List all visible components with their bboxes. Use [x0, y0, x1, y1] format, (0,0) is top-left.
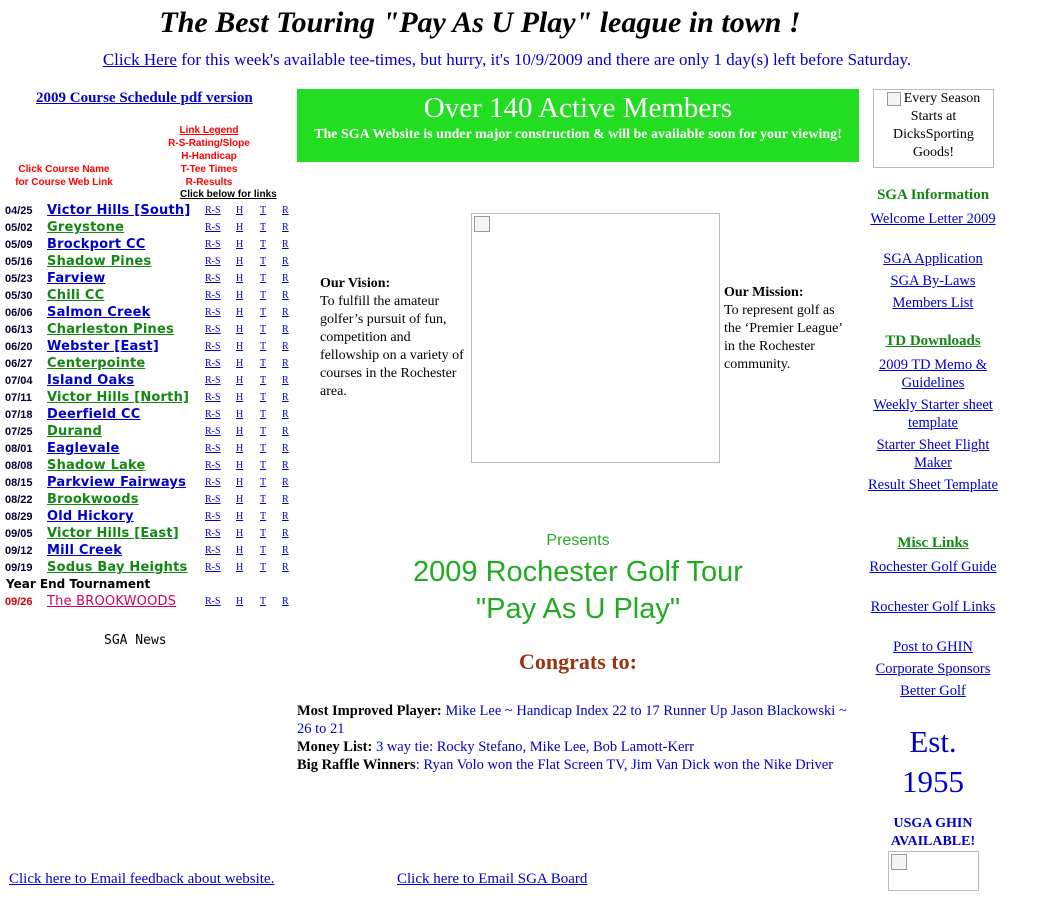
- schedule-row: [5, 560, 295, 577]
- tour-title-line1: 2009 Rochester Golf Tour: [413, 556, 743, 588]
- course-link[interactable]: Island Oaks: [47, 373, 135, 388]
- results-link[interactable]: R: [282, 477, 289, 488]
- results-link[interactable]: R: [282, 494, 289, 505]
- schedule-row: [5, 288, 295, 305]
- misc-links-heading[interactable]: Misc Links: [897, 535, 969, 551]
- schedule-date: 04/25: [5, 205, 33, 217]
- course-link[interactable]: Shadow Pines: [47, 254, 152, 269]
- handicap-link[interactable]: H: [236, 528, 244, 539]
- tee-times-link[interactable]: T: [260, 307, 267, 318]
- course-link[interactable]: Eaglevale: [47, 441, 120, 456]
- results-link[interactable]: R: [282, 426, 289, 437]
- year-end-heading: Year End Tournament: [6, 577, 151, 591]
- results-link[interactable]: R: [282, 273, 289, 284]
- schedule-date: 06/27: [5, 358, 33, 370]
- course-link[interactable]: Deerfield CC: [47, 407, 141, 422]
- schedule-date: 09/12: [5, 545, 33, 557]
- handicap-link[interactable]: H: [236, 545, 244, 556]
- banner-notice: The SGA Website is under major construction & will be available soon for your viewing!: [314, 127, 842, 142]
- sga-bylaws-link[interactable]: SGA By-Laws: [890, 273, 976, 289]
- course-link[interactable]: The BROOKWOODS: [47, 594, 177, 609]
- rating-slope-link[interactable]: R-S: [205, 511, 221, 522]
- mission-block: [724, 284, 844, 374]
- rating-slope-link[interactable]: R-S: [205, 375, 221, 386]
- broken-image-icon: [887, 92, 901, 106]
- rating-slope-link[interactable]: R-S: [205, 477, 221, 488]
- rating-slope-link[interactable]: R-S: [205, 392, 221, 403]
- tee-times-link[interactable]: T: [260, 273, 267, 284]
- legend-title: Link Legend: [179, 125, 239, 136]
- tee-times-line: [0, 50, 1014, 70]
- schedule-date: 07/25: [5, 426, 33, 438]
- tee-times-link[interactable]: T: [260, 426, 267, 437]
- better-golf-link[interactable]: Better Golf: [900, 683, 966, 699]
- tee-times-link[interactable]: T: [260, 324, 267, 335]
- email-board-link[interactable]: Click here to Email SGA Board: [397, 871, 588, 887]
- handicap-link[interactable]: H: [236, 375, 244, 386]
- page-title: The Best Touring "Pay As U Play" league in town !: [159, 6, 801, 39]
- schedule-date: 08/08: [5, 460, 33, 472]
- rating-slope-link[interactable]: R-S: [205, 222, 221, 233]
- handicap-link[interactable]: H: [236, 307, 244, 318]
- schedule-date: 06/13: [5, 324, 33, 336]
- award-raffle: [297, 756, 857, 774]
- schedule-list: [5, 203, 295, 577]
- rating-slope-link[interactable]: R-S: [205, 545, 221, 556]
- results-link[interactable]: R: [282, 341, 289, 352]
- results-link[interactable]: R: [282, 562, 289, 573]
- rating-slope-link[interactable]: R-S: [205, 460, 221, 471]
- tee-times-link[interactable]: T: [260, 358, 267, 369]
- vision-block: [320, 275, 470, 401]
- handicap-link[interactable]: H: [236, 596, 244, 607]
- tee-times-link[interactable]: T: [260, 477, 267, 488]
- center-image-placeholder: [471, 213, 720, 463]
- schedule-date: 09/26: [5, 596, 33, 608]
- results-link[interactable]: R: [282, 205, 289, 216]
- tee-times-link[interactable]: Click Here: [102, 50, 177, 69]
- golf-links-link[interactable]: Rochester Golf Links: [870, 599, 996, 615]
- result-sheet-template-link[interactable]: Result Sheet Template: [868, 477, 998, 493]
- schedule-row: [5, 492, 295, 509]
- schedule-date: 05/02: [5, 222, 33, 234]
- td-downloads-heading[interactable]: TD Downloads: [885, 333, 981, 349]
- rating-slope-link[interactable]: R-S: [205, 494, 221, 505]
- handicap-link[interactable]: H: [236, 239, 244, 250]
- schedule-row: [5, 526, 295, 543]
- results-link[interactable]: R: [282, 375, 289, 386]
- course-link[interactable]: Webster [East]: [47, 339, 159, 354]
- results-link[interactable]: R: [282, 239, 289, 250]
- schedule-row: [5, 424, 295, 441]
- handicap-link[interactable]: H: [236, 358, 244, 369]
- tour-title-line2: "Pay As U Play": [475, 593, 681, 625]
- results-link[interactable]: R: [282, 392, 289, 403]
- award-most-improved: [297, 702, 857, 738]
- sga-news-label: SGA News: [104, 633, 167, 648]
- tee-times-link[interactable]: T: [260, 562, 267, 573]
- schedule-date: 07/04: [5, 375, 33, 387]
- course-link[interactable]: Charleston Pines: [47, 322, 174, 337]
- course-link[interactable]: Mill Creek: [47, 543, 123, 558]
- rating-slope-link[interactable]: R-S: [205, 426, 221, 437]
- results-link[interactable]: R: [282, 307, 289, 318]
- rating-slope-link[interactable]: R-S: [205, 528, 221, 539]
- results-link[interactable]: R: [282, 511, 289, 522]
- handicap-link[interactable]: H: [236, 273, 244, 284]
- course-link[interactable]: Durand: [47, 424, 102, 439]
- rating-slope-link[interactable]: R-S: [205, 239, 221, 250]
- course-link[interactable]: Parkview Fairways: [47, 475, 187, 490]
- link-legend: [164, 124, 254, 189]
- est-year: 1955: [902, 764, 964, 799]
- legend-t: T-Tee Times: [180, 164, 238, 175]
- course-link[interactable]: Sodus Bay Heights: [47, 560, 188, 575]
- flight-maker-link[interactable]: Starter Sheet Flight Maker: [876, 437, 990, 471]
- schedule-row: [5, 237, 295, 254]
- click-below-hint: Click below for links: [180, 189, 277, 200]
- rating-slope-link[interactable]: R-S: [205, 273, 221, 284]
- results-link[interactable]: R: [282, 545, 289, 556]
- rating-slope-link[interactable]: R-S: [205, 324, 221, 335]
- presents-label: Presents: [546, 532, 610, 549]
- rating-slope-link[interactable]: R-S: [205, 307, 221, 318]
- tee-times-link[interactable]: T: [260, 596, 267, 607]
- handicap-link[interactable]: H: [236, 290, 244, 301]
- course-link[interactable]: Victor Hills [South]: [47, 203, 191, 218]
- vision-text: To fulfill the amateur golfer’s pursuit of fun, competition and fellowship on a variety of courses in the Rochester area.: [320, 294, 464, 399]
- usga-image-placeholder[interactable]: [888, 851, 979, 891]
- welcome-letter-link[interactable]: Welcome Letter 2009: [870, 211, 996, 227]
- handicap-link[interactable]: H: [236, 256, 244, 267]
- sga-info-heading: SGA Information: [876, 187, 990, 203]
- schedule-date: 08/29: [5, 511, 33, 523]
- tee-times-link[interactable]: T: [260, 392, 267, 403]
- course-link[interactable]: Farview: [47, 271, 106, 286]
- course-link[interactable]: Shadow Lake: [47, 458, 146, 473]
- vision-heading: Our Vision:: [320, 276, 391, 291]
- tour-title: [297, 554, 859, 628]
- course-link[interactable]: Brockport CC: [47, 237, 146, 252]
- handicap-link[interactable]: H: [236, 494, 244, 505]
- course-link[interactable]: Chili CC: [47, 288, 105, 303]
- schedule-date: 05/30: [5, 290, 33, 302]
- schedule-row: [5, 441, 295, 458]
- award-value: 3 way tie: Rocky Stefano, Mike Lee, Bob Lamott-Kerr: [372, 739, 695, 755]
- tee-times-link[interactable]: T: [260, 375, 267, 386]
- schedule-date: 09/05: [5, 528, 33, 540]
- handicap-link[interactable]: H: [236, 341, 244, 352]
- schedule-pdf-link[interactable]: 2009 Course Schedule pdf version: [36, 90, 253, 106]
- schedule-date: 08/01: [5, 443, 33, 455]
- handicap-link[interactable]: H: [236, 443, 244, 454]
- legend-h: H-Handicap: [181, 151, 237, 162]
- sponsor-ad[interactable]: [873, 89, 994, 168]
- banner-headline: Over 140 Active Members: [423, 92, 733, 124]
- broken-image-icon: [474, 216, 490, 232]
- results-link[interactable]: R: [282, 443, 289, 454]
- mission-heading: Our Mission:: [724, 285, 804, 300]
- rating-slope-link[interactable]: R-S: [205, 409, 221, 420]
- tee-times-link[interactable]: T: [260, 290, 267, 301]
- results-link[interactable]: R: [282, 222, 289, 233]
- td-memo-link[interactable]: 2009 TD Memo & Guidelines: [878, 357, 988, 391]
- schedule-date: 08/22: [5, 494, 33, 506]
- broken-image-icon: [891, 854, 907, 870]
- click-course-line2: for Course Web Link: [15, 177, 113, 188]
- award-value: : Ryan Volo won the Flat Screen TV, Jim Van Dick won the Nike Driver: [415, 757, 834, 773]
- rating-slope-link[interactable]: R-S: [205, 358, 221, 369]
- tee-times-link[interactable]: T: [260, 494, 267, 505]
- schedule-date: 06/06: [5, 307, 33, 319]
- results-link[interactable]: R: [282, 324, 289, 335]
- tee-times-link[interactable]: T: [260, 256, 267, 267]
- results-link[interactable]: R: [282, 528, 289, 539]
- tee-times-link[interactable]: T: [260, 443, 267, 454]
- handicap-link[interactable]: H: [236, 562, 244, 573]
- post-to-ghin-link[interactable]: Post to GHIN: [893, 639, 973, 655]
- schedule-row: [5, 305, 295, 322]
- handicap-link[interactable]: H: [236, 205, 244, 216]
- results-link[interactable]: R: [282, 409, 289, 420]
- schedule-row: [5, 373, 295, 390]
- schedule-row: [5, 322, 295, 339]
- final-tournament-row: [5, 594, 295, 611]
- starter-sheet-template-link[interactable]: Weekly Starter sheet template: [873, 397, 993, 431]
- click-course-hint: [8, 163, 120, 189]
- schedule-row: [5, 339, 295, 356]
- handicap-link[interactable]: H: [236, 477, 244, 488]
- mission-text: To represent golf as the ‘Premier League’ in the Rochester community.: [724, 303, 842, 372]
- rating-slope-link[interactable]: R-S: [205, 562, 221, 573]
- tee-times-link[interactable]: T: [260, 239, 267, 250]
- award-value: Mike Lee ~ Handicap Index 22 to 17 Runner Up Jason Blackowski ~ 26 to 21: [297, 703, 847, 737]
- course-link[interactable]: Old Hickory: [47, 509, 134, 524]
- award-money-list: [297, 738, 857, 756]
- tee-times-link[interactable]: T: [260, 409, 267, 420]
- schedule-row: [5, 543, 295, 560]
- tee-times-link[interactable]: T: [260, 528, 267, 539]
- award-label: Big Raffle Winners: [297, 757, 416, 773]
- members-banner: [297, 89, 859, 162]
- handicap-link[interactable]: H: [236, 392, 244, 403]
- schedule-date: 08/15: [5, 477, 33, 489]
- handicap-link[interactable]: H: [236, 511, 244, 522]
- handicap-link[interactable]: H: [236, 426, 244, 437]
- tee-times-link[interactable]: T: [260, 205, 267, 216]
- results-link[interactable]: R: [282, 596, 289, 607]
- handicap-link[interactable]: H: [236, 460, 244, 471]
- rating-slope-link[interactable]: R-S: [205, 443, 221, 454]
- schedule-row: [5, 390, 295, 407]
- corporate-sponsors-link[interactable]: Corporate Sponsors: [875, 661, 991, 677]
- schedule-row: [5, 356, 295, 373]
- tee-times-link[interactable]: T: [260, 341, 267, 352]
- rating-slope-link[interactable]: R-S: [205, 256, 221, 267]
- schedule-date: 05/16: [5, 256, 33, 268]
- tee-times-link[interactable]: T: [260, 511, 267, 522]
- handicap-link[interactable]: H: [236, 409, 244, 420]
- award-label: Most Improved Player:: [297, 703, 442, 719]
- congrats-heading: Congrats to:: [519, 649, 637, 674]
- course-link[interactable]: Brookwoods: [47, 492, 139, 507]
- schedule-row: [5, 475, 295, 492]
- course-link[interactable]: Victor Hills [North]: [47, 390, 190, 405]
- schedule-row: [5, 271, 295, 288]
- schedule-row: [5, 509, 295, 526]
- click-course-line1: Click Course Name: [18, 164, 110, 175]
- course-link[interactable]: Victor Hills [East]: [47, 526, 179, 541]
- legend-rs: R-S-Rating/Slope: [168, 138, 250, 149]
- results-link[interactable]: R: [282, 358, 289, 369]
- course-link[interactable]: Salmon Creek: [47, 305, 151, 320]
- results-link[interactable]: R: [282, 290, 289, 301]
- sga-application-link[interactable]: SGA Application: [883, 251, 983, 267]
- schedule-date: 07/11: [5, 392, 32, 404]
- handicap-link[interactable]: H: [236, 324, 244, 335]
- tee-times-link[interactable]: T: [260, 222, 267, 233]
- schedule-date: 07/18: [5, 409, 33, 421]
- schedule-row: [5, 458, 295, 475]
- schedule-row: [5, 407, 295, 424]
- results-link[interactable]: R: [282, 460, 289, 471]
- est-label: Est.: [909, 724, 957, 759]
- usga-ghin-notice: USGA GHIN AVAILABLE!: [890, 816, 976, 849]
- sponsor-ad-text: Every Season Starts at DicksSporting Goods!: [893, 91, 981, 160]
- schedule-date: 05/09: [5, 239, 33, 251]
- golf-guide-link[interactable]: Rochester Golf Guide: [869, 559, 997, 575]
- rating-slope-link[interactable]: R-S: [205, 205, 221, 216]
- schedule-date: 05/23: [5, 273, 33, 285]
- schedule-date: 06/20: [5, 341, 33, 353]
- awards-list: [297, 702, 857, 774]
- email-feedback-link[interactable]: Click here to Email feedback about website.: [9, 871, 275, 887]
- rating-slope-link[interactable]: R-S: [205, 596, 221, 607]
- legend-r: R-Results: [185, 177, 233, 188]
- members-list-link[interactable]: Members List: [892, 295, 974, 311]
- schedule-row: [5, 220, 295, 237]
- schedule-row: [5, 203, 295, 220]
- tee-times-link[interactable]: T: [260, 460, 267, 471]
- award-label: Money List:: [297, 739, 373, 755]
- schedule-date: 09/19: [5, 562, 33, 574]
- schedule-row: [5, 254, 295, 271]
- course-link[interactable]: Greystone: [47, 220, 125, 235]
- established-badge: [858, 722, 1008, 802]
- tee-times-link[interactable]: T: [260, 545, 267, 556]
- course-link[interactable]: Centerpointe: [47, 356, 146, 371]
- rating-slope-link[interactable]: R-S: [205, 341, 221, 352]
- handicap-link[interactable]: H: [236, 222, 244, 233]
- tee-times-text: for this week's available tee-times, but hurry, it's 10/9/2009 and there are only 1 day(s) left before Saturday.: [176, 50, 912, 69]
- rating-slope-link[interactable]: R-S: [205, 290, 221, 301]
- results-link[interactable]: R: [282, 256, 289, 267]
